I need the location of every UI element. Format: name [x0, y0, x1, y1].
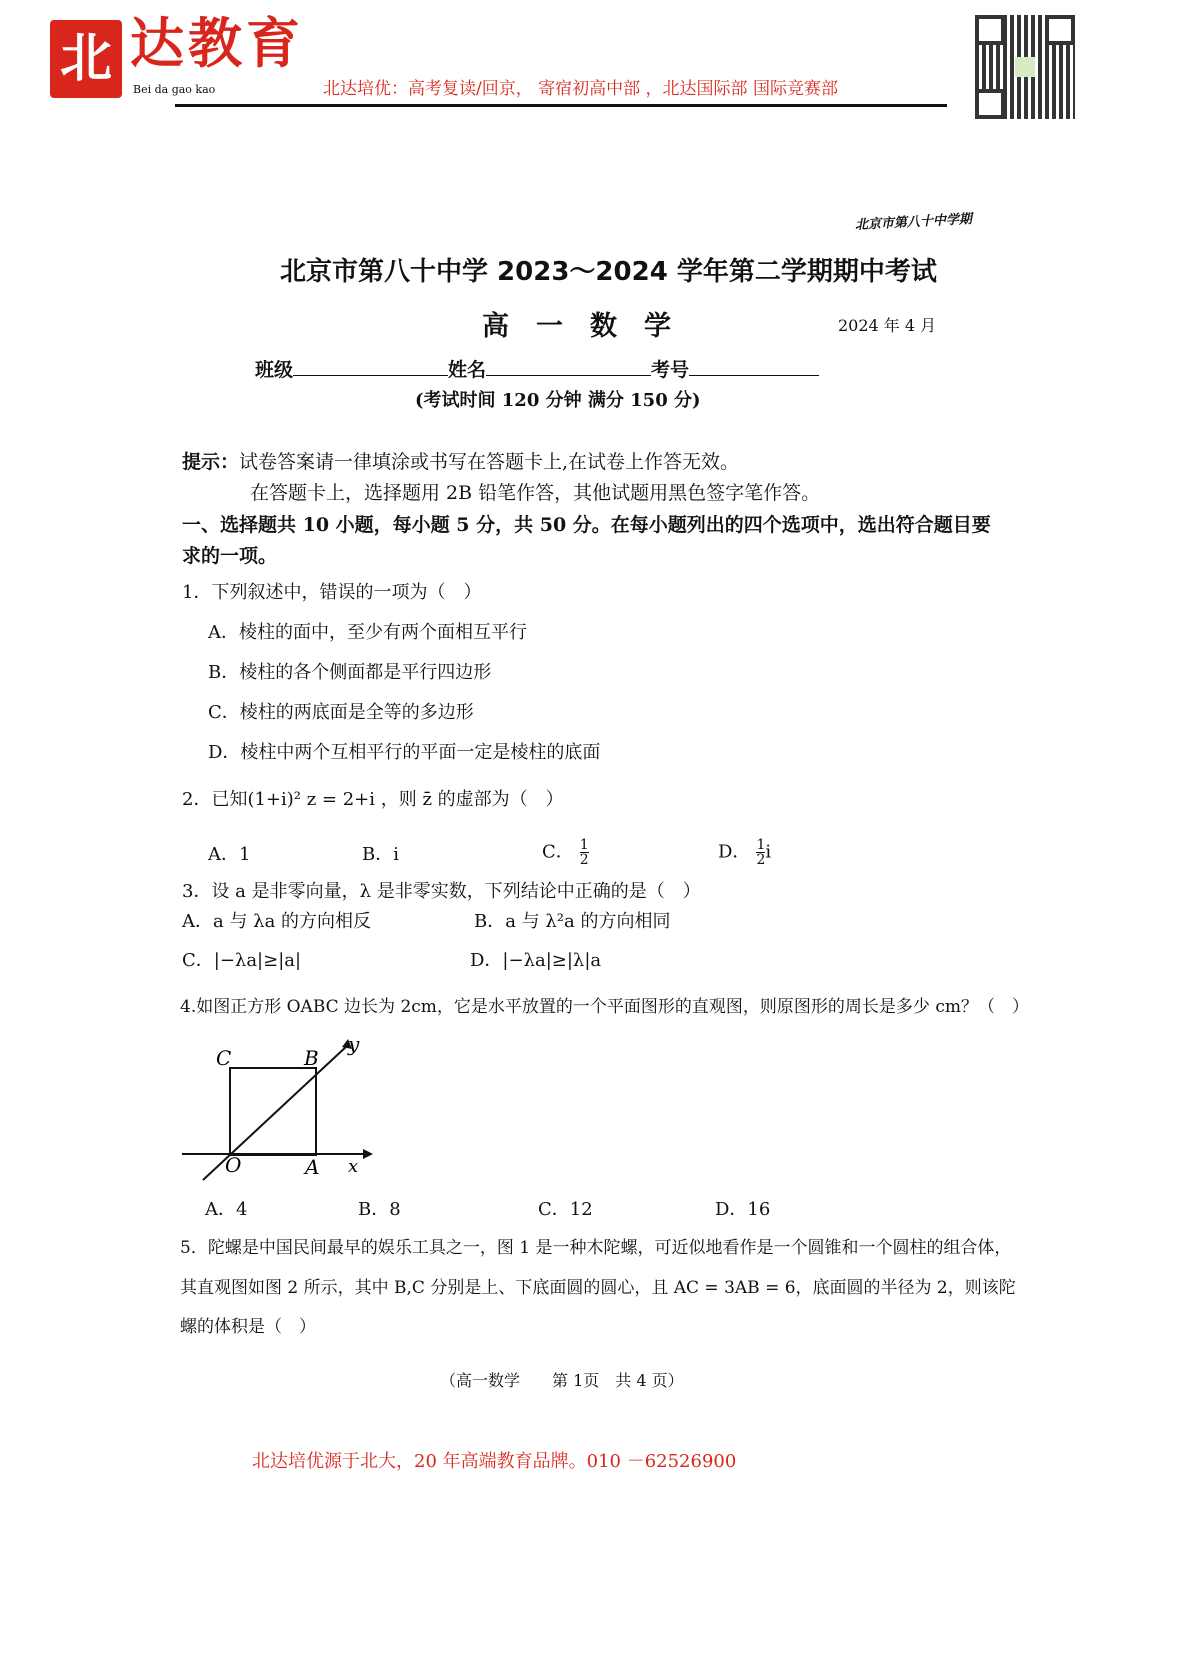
q2-option-a: A．1	[208, 844, 251, 865]
label-y: y	[348, 1035, 360, 1056]
q4-option-c: C．12	[538, 1199, 593, 1220]
q2-option-d-label: D．	[718, 841, 751, 863]
label-a: A	[305, 1155, 320, 1179]
q4-option-a: A．4	[205, 1199, 248, 1220]
q1-option-a: A．棱柱的面中，至少有两个面相互平行	[208, 622, 527, 643]
logo-mark: 北	[50, 20, 122, 98]
school-stamp: 北京市第八十中学期	[854, 211, 973, 234]
q1-option-b: B．棱柱的各个侧面都是平行四边形	[208, 662, 492, 683]
label-o: O	[225, 1153, 242, 1177]
logo-pinyin: Bei da gao kao	[133, 83, 216, 96]
q3-option-b: B．a 与 λ²a 的方向相同	[474, 911, 671, 932]
page-title: 北京市第八十中学 2023～2024 学年第二学期期中考试	[280, 257, 937, 287]
number-label: 考号	[651, 359, 690, 381]
page-footer: （高一数学 第 1页 共 4 页）	[440, 1371, 684, 1390]
notice-line-2: 在答题卡上，选择题用 2B 铅笔作答，其他试题用黑色签字笔作答。	[250, 482, 821, 504]
notice-label: 提示：	[182, 451, 240, 473]
class-label: 班级	[255, 359, 294, 381]
notice-text-1: 试卷答案请一律填涂或书写在答题卡上,在试卷上作答无效。	[239, 451, 740, 473]
q2-option-c	[542, 838, 589, 867]
label-c: C	[216, 1046, 232, 1070]
numerator: 1	[579, 837, 589, 853]
q2-option-b: B．i	[362, 844, 399, 865]
bottom-ad: 北达培优源于北大，20 年高端教育品牌。010 －62526900	[252, 1451, 737, 1472]
section-heading-1: 一、选择题共 10 小题，每小题 5 分，共 50 分。在每小题列出的四个选项中，选出符合题目要	[182, 514, 991, 536]
header-slogan: 北达培优：高考复读/回京， 寄宿初高中部 ，北达国际部 国际竞赛部	[323, 79, 838, 99]
q1-option-c: C．棱柱的两底面是全等的多边形	[208, 702, 474, 723]
label-x: x	[348, 1156, 359, 1177]
q3-option-a: A．a 与 λa 的方向相反	[182, 911, 372, 932]
q2-option-c-label: C．	[542, 841, 574, 863]
q4-option-b: B．8	[358, 1199, 401, 1220]
q3-option-d: D．|−λa|≥|λ|a	[470, 950, 602, 971]
imaginary-unit: i	[765, 841, 772, 863]
subject-title: 高 一 数 学	[482, 311, 671, 342]
question-4-stem: 4.如图正方形 OABC 边长为 2cm，它是水平放置的一个平面图形的直观图，则原图形的周长是多少 cm？（ ）	[180, 997, 1029, 1017]
header-divider	[175, 104, 947, 107]
label-b: B	[304, 1046, 319, 1070]
q2-option-d	[718, 838, 771, 867]
q1-option-d: D．棱柱中两个互相平行的平面一定是棱柱的底面	[208, 742, 601, 763]
q3-option-c: C．|−λa|≥|a|	[182, 950, 302, 971]
numerator: 1	[756, 837, 766, 853]
qr-code-icon	[975, 15, 1075, 119]
denominator: 2	[756, 852, 766, 868]
name-label: 姓名	[448, 359, 487, 381]
notice-line-1	[182, 452, 739, 474]
fraction	[580, 838, 589, 867]
question-1-stem: 1．下列叙述中，错误的一项为（ ）	[182, 582, 482, 603]
question-2-stem: 2．已知(1+i)² z = 2+i ，则 z̄ 的虚部为（ ）	[182, 789, 564, 810]
question-3-stem: 3．设 a 是非零向量，λ 是非零实数，下列结论中正确的是（ ）	[182, 881, 701, 902]
question-5-line-2: 其直观图如图 2 所示，其中 B,C 分别是上、下底面圆的圆心，且 AC = 3AB = 6，底面圆的半径为 2，则该陀	[180, 1278, 1016, 1298]
info-fields	[255, 360, 819, 382]
class-field[interactable]	[293, 375, 448, 376]
denominator: 2	[579, 852, 589, 868]
question-5-line-1: 5．陀螺是中国民间最早的娱乐工具之一，图 1 是一种木陀螺，可近似地看作是一个圆锥和一个圆柱的组合体，	[180, 1238, 1012, 1258]
exam-date: 2024 年 4 月	[838, 316, 937, 335]
number-field[interactable]	[689, 375, 819, 376]
section-heading-2: 求的一项。	[182, 545, 278, 567]
q4-option-d: D．16	[715, 1199, 771, 1220]
exam-info: (考试时间 120 分钟 满分 150 分)	[415, 390, 701, 411]
question-5-line-3: 螺的体积是（ ）	[180, 1317, 316, 1337]
logo-name: 达教育	[130, 11, 304, 75]
square-diagram	[178, 1035, 378, 1185]
name-field[interactable]	[486, 375, 651, 376]
